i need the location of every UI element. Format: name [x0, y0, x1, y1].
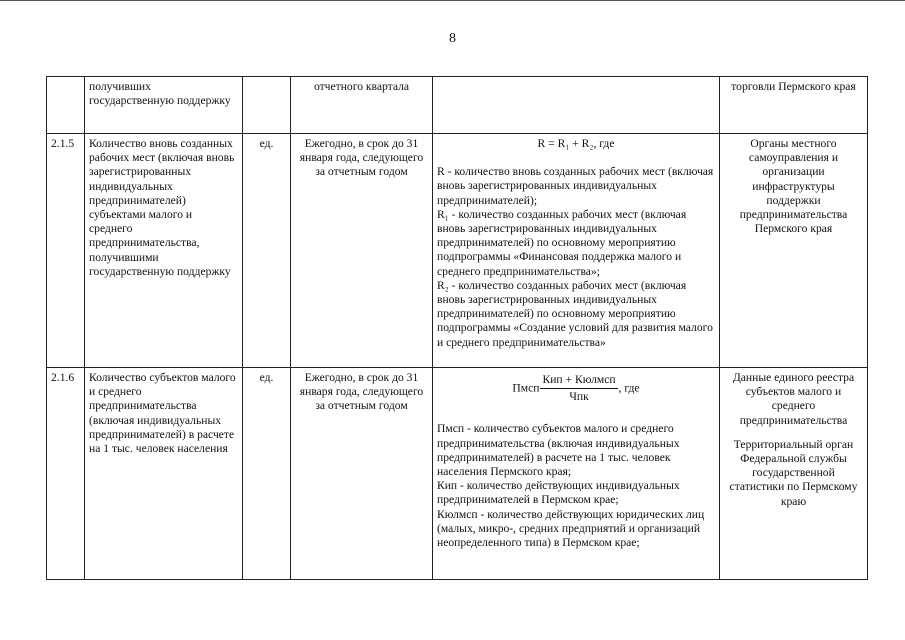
source-cell: Органы местного самоуправления и организации инфраструктуры поддержки предпринимательства Пермского края: [720, 134, 868, 368]
method-text: R - количество вновь созданных рабочих мест (включая вновь зарегистрированных индивидуальных предпринимателей);: [437, 165, 714, 207]
unit-cell: ед.: [243, 368, 291, 580]
term-cell: отчетного квартала: [291, 77, 433, 134]
source-text: Данные единого реестра субъектов малого и среднего предпринимательства: [732, 371, 855, 427]
formula: R = R₁ + R₂, где: [537, 137, 615, 150]
method-text: Пмсп - количество субъектов малого и среднего предпринимательства (включая индивидуальных предпринимателей) в расчете на 1 тыс. человек населения Пермского края;: [437, 422, 680, 479]
term-cell: Ежегодно, в срок до 31 января года, следующего за отчетным годом: [291, 134, 433, 368]
unit-cell: [243, 77, 291, 134]
source-cell: [720, 368, 868, 580]
unit-cell: ед.: [243, 134, 291, 368]
formula-lhs: Пмсп: [512, 381, 540, 395]
method-text: R₁ - количество созданных рабочих мест (включая вновь зарегистрированных индивидуальных предпринимателей) по основному мероприятию подпрограммы «Финансовая поддержка малого и среднего предпринимательства»;: [437, 207, 687, 278]
formula-numerator: Кип + Кюлмсп: [540, 373, 617, 389]
row-number-cell: 2.1.6: [47, 368, 85, 580]
method-text: R₂ - количество созданных рабочих мест (включая вновь зарегистрированных индивидуальных предпринимателей) по основному мероприятию подпрограммы «Создание условий для развития малого и среднего предпринимательства»: [437, 278, 713, 349]
method-text: Кюлмсп - количество действующих юридических лиц (малых, микро-, средних предприятий и организаций неопределенного типа) в Пермском крае;: [437, 507, 705, 550]
indicator-name-cell: получивших государственную поддержку: [85, 77, 243, 134]
table-row: [47, 77, 868, 134]
row-number-cell: [47, 77, 85, 134]
indicator-name-cell: Количество субъектов малого и среднего предпринимательства (включая индивидуальных предпринимателей) в расчете на 1 тыс. человек населения: [85, 368, 243, 580]
term-cell: Ежегодно, в срок до 31 января года, следующего за отчетным годом: [291, 368, 433, 580]
page-number: 8: [449, 31, 456, 46]
source-text: Территориальный орган Федеральной службы государственной статистики по Пермскому краю: [729, 437, 858, 508]
table-row: [47, 134, 868, 368]
indicators-table: [46, 76, 868, 580]
formula: [437, 373, 715, 404]
method-cell: [433, 368, 720, 580]
row-number-cell: 2.1.5: [47, 134, 85, 368]
method-cell: [433, 134, 720, 368]
indicator-name-cell: Количество вновь созданных рабочих мест (включая вновь зарегистрированных индивидуальных предпринимателей) субъектами малого и среднего предпринимательства, получившими государственную поддержку: [85, 134, 243, 368]
formula-fraction: [540, 373, 617, 404]
method-cell: [433, 77, 720, 134]
table-row: [47, 368, 868, 580]
source-cell: торговли Пермского края: [720, 77, 868, 134]
page-top-edge: [0, 0, 905, 1]
method-text: Кип - количество действующих индивидуальных предпринимателей в Пермском крае;: [437, 479, 680, 507]
formula-tail: , где: [618, 381, 640, 395]
formula-denominator: Чпк: [569, 390, 589, 404]
